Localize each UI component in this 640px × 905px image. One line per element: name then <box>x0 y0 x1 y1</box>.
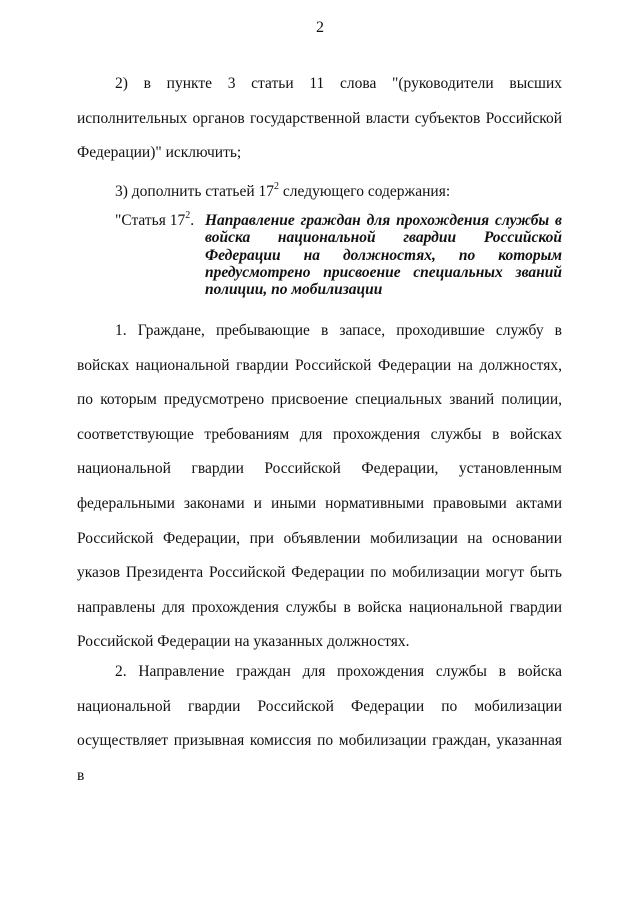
article-label-superscript: 2 <box>185 209 191 221</box>
article-label-suffix: . <box>190 212 195 229</box>
paragraph-item-3 <box>77 175 562 210</box>
article-label-prefix: "Статья 17 <box>115 212 186 229</box>
item-3-superscript: 2 <box>274 180 280 192</box>
article-label <box>115 209 195 230</box>
paragraph-point-2: 2. Направление граждан для прохождения службы в войска национальной гвардии Российской Федерации по мобилизации осуществляет призывная комиссия по мобилизации граждан, указанная в <box>77 663 562 784</box>
item-3-text-suffix: следующего содержания: <box>279 183 451 200</box>
paragraph-item-2: 2) в пункте 3 статьи 11 слова "(руководители высших исполнительных органов государственной власти субъектов Российской Федерации)" исключить; <box>77 75 562 162</box>
page-number: 2 <box>316 19 324 36</box>
article-title: Направление граждан для прохождения службы в войска национальной гвардии Российской Федерации на должностях, по которым предусмотрено присвоение специальных званий полиции, по мобилизации <box>205 212 562 299</box>
item-3-text-prefix: 3) дополнить статьей 17 <box>115 183 275 200</box>
paragraph-point-1: 1. Граждане, пребывающие в запасе, проходившие службу в войсках национальной гвардии Российской Федерации на должностях, по которым предусмотрено присвоение специальных званий полиции, соответствующие требованиям для прохождения службы в войсках национальной гвардии Российской Федерации, установленным федеральными законами и иными нормативными правовыми актами Российской Федерации, при объявлении мобилизации на основании указов Президента Российской Федерации по мобилизации могут быть направлены для прохождения службы в войска национальной гвардии Российской Федерации на указанных должностях. <box>77 322 562 651</box>
